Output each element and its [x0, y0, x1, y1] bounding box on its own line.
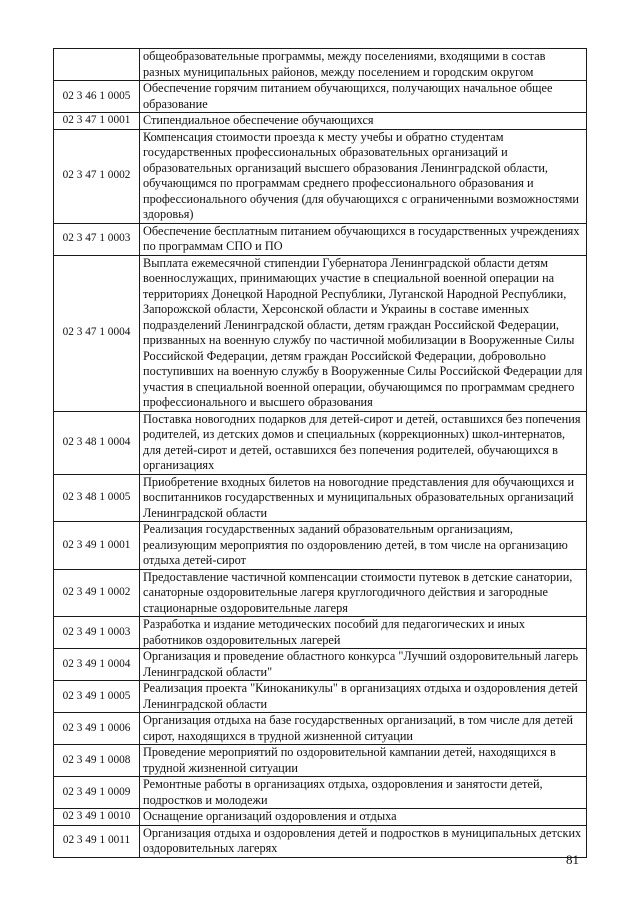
- code-cell: 02 3 49 1 0006: [54, 713, 140, 745]
- page-number: 81: [566, 852, 579, 867]
- code-cell: 02 3 47 1 0003: [54, 223, 140, 255]
- code-cell: 02 3 47 1 0004: [54, 255, 140, 411]
- description-cell: Реализация проекта "Киноканикулы" в организациях отдыха и оздоровления детей Ленинградской области: [140, 681, 587, 713]
- description-cell: Реализация государственных заданий образовательным организациям, реализующим мероприятия по оздоровлению детей, в том числе на организацию отдыха детей-сирот: [140, 522, 587, 570]
- description-cell: Приобретение входных билетов на новогодние представления для обучающихся и воспитанников государственных и муниципальных образовательных организаций Ленинградской области: [140, 474, 587, 522]
- description-cell: Организация и проведение областного конкурса "Лучший оздоровительный лагерь Ленинградской области": [140, 649, 587, 681]
- table-row: [54, 649, 587, 681]
- code-cell: 02 3 48 1 0005: [54, 474, 140, 522]
- code-cell: 02 3 49 1 0001: [54, 522, 140, 570]
- description-cell: Предоставление частичной компенсации стоимости путевок в детские санатории, санаторные оздоровительные лагеря круглогодичного действия и загородные стационарные оздоровительные лагеря: [140, 569, 587, 617]
- description-cell: Обеспечение горячим питанием обучающихся, получающих начальное общее образование: [140, 81, 587, 113]
- table-row: [54, 223, 587, 255]
- description-cell: Обеспечение бесплатным питанием обучающихся в государственных учреждениях по программам СПО и ПО: [140, 223, 587, 255]
- code-cell: 02 3 49 1 0002: [54, 569, 140, 617]
- code-cell: 02 3 49 1 0005: [54, 681, 140, 713]
- table-row: [54, 569, 587, 617]
- table-row: [54, 81, 587, 113]
- description-cell: Оснащение организаций оздоровления и отдыха: [140, 809, 587, 826]
- table-row: [54, 713, 587, 745]
- table-row: [54, 113, 587, 130]
- description-cell: Компенсация стоимости проезда к месту учебы и обратно студентам государственных профессиональных образовательных организаций и образовательных организаций высшего образования Ленинградской области, обучающимся по программам среднего профессионального образования и профессионального обучения (для обучающихся с ограниченными возможностями здоровья): [140, 129, 587, 223]
- table-row: [54, 49, 587, 81]
- table-row: [54, 777, 587, 809]
- description-cell: Организация отдыха на базе государственных организаций, в том числе для детей сирот, находящихся в трудной жизненной ситуации: [140, 713, 587, 745]
- table-row: [54, 474, 587, 522]
- code-cell: 02 3 49 1 0003: [54, 617, 140, 649]
- table-row: [54, 522, 587, 570]
- table-row: [54, 745, 587, 777]
- description-cell: общеобразовательные программы, между поселениями, входящими в состав разных муниципальных районов, между поселением и городским округом: [140, 49, 587, 81]
- code-cell: 02 3 48 1 0004: [54, 411, 140, 474]
- code-cell: 02 3 46 1 0005: [54, 81, 140, 113]
- code-cell: [54, 49, 140, 81]
- table-row: [54, 825, 587, 857]
- description-cell: Проведение мероприятий по оздоровительной кампании детей, находящихся в трудной жизненной ситуации: [140, 745, 587, 777]
- table-row: [54, 255, 587, 411]
- table-row: [54, 809, 587, 826]
- description-cell: Разработка и издание методических пособий для педагогических и иных работников оздоровительных лагерей: [140, 617, 587, 649]
- table-row: [54, 681, 587, 713]
- code-cell: 02 3 49 1 0010: [54, 809, 140, 826]
- code-cell: 02 3 49 1 0004: [54, 649, 140, 681]
- code-cell: 02 3 47 1 0001: [54, 113, 140, 130]
- code-cell: 02 3 49 1 0008: [54, 745, 140, 777]
- table-row: [54, 129, 587, 223]
- code-cell: 02 3 49 1 0009: [54, 777, 140, 809]
- description-cell: Ремонтные работы в организациях отдыха, оздоровления и занятости детей, подростков и молодежи: [140, 777, 587, 809]
- table-row: [54, 617, 587, 649]
- code-cell: 02 3 47 1 0002: [54, 129, 140, 223]
- description-cell: Поставка новогодних подарков для детей-сирот и детей, оставшихся без попечения родителей, из детских домов и специальных (коррекционных) школ-интернатов, для детей-сирот и детей, оставшихся без попечения родителей, обучающихся в организациях: [140, 411, 587, 474]
- code-cell: 02 3 49 1 0011: [54, 825, 140, 857]
- table-body: [54, 49, 587, 858]
- description-cell: Организация отдыха и оздоровления детей и подростков в муниципальных детских оздоровительных лагерях: [140, 825, 587, 857]
- description-cell: Выплата ежемесячной стипендии Губернатора Ленинградской области детям военнослужащих, принимающих участие в специальной военной операции на территориях Донецкой Народной Республики, Луганской Народной Республики, Запорожской области, Херсонской области и Украины в составе именных подразделений Ленинградской области, детям граждан Российской Федерации, призванных на военную службу по частичной мобилизации в Вооруженные Силы Российской Федерации, детям граждан Российской Федерации, добровольно поступивших на военную службу в Вооруженные Силы Российской Федерации для участия в специальной военной операции, обучающимся по программам среднего профессионального и высшего образования: [140, 255, 587, 411]
- budget-codes-table: [53, 48, 587, 858]
- description-cell: Стипендиальное обеспечение обучающихся: [140, 113, 587, 130]
- table-row: [54, 411, 587, 474]
